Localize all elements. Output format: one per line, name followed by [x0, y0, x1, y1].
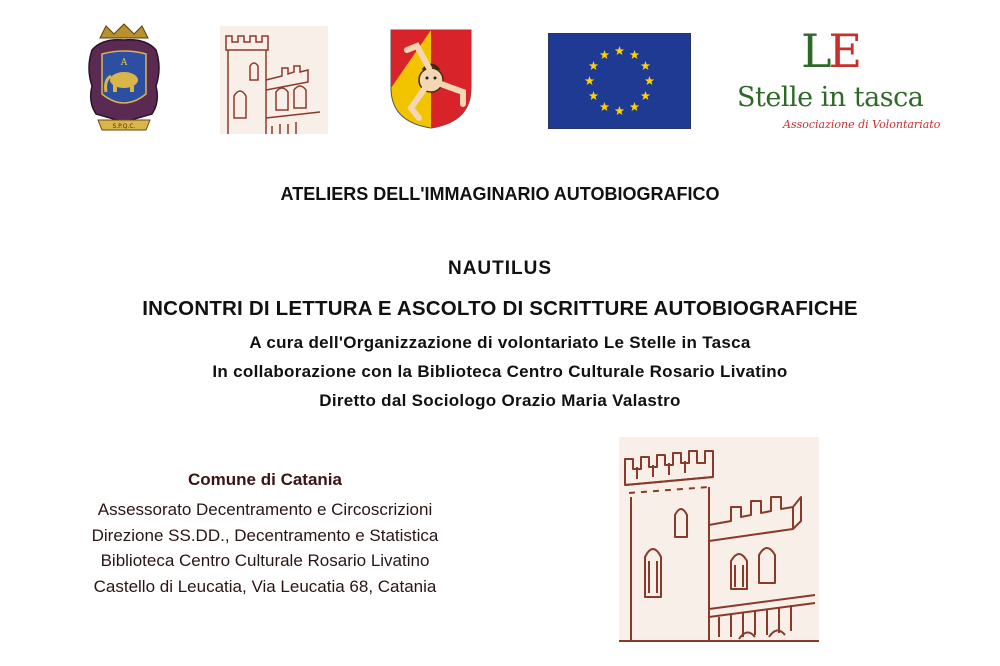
coat-of-arms-letter: A: [120, 58, 128, 68]
ateliers-title: ATELIERS DELL'IMMAGINARIO AUTOBIOGRAFICO: [280, 184, 720, 204]
stelle-subtitle: Associazione di Volontariato: [783, 118, 941, 131]
nautilus-title: NAUTILUS: [447, 258, 553, 279]
incontri-title: INCONTRI DI LETTURA E ASCOLTO DI SCRITTURE AUTOBIOGRAFICHE: [142, 297, 858, 320]
credit-line: Diretto dal Sociologo Orazio Maria Valastro: [319, 391, 681, 410]
comune-line: Direzione SS.DD., Decentramento e Statistica: [91, 525, 439, 545]
credit-line: In collaborazione con la Biblioteca Centro Culturale Rosario Livatino: [212, 362, 788, 381]
comune-line: Assessorato Decentramento e Circoscrizioni: [97, 500, 433, 519]
castle-illustration: [619, 437, 819, 642]
stelle-in-tasca-logo: [735, 24, 940, 134]
comune-line: Castello di Leucatia, Via Leucatia 68, Catania: [93, 576, 437, 596]
stelle-name: Stelle in tasca: [737, 82, 924, 113]
catania-coat-of-arms-logo: [86, 22, 162, 134]
comune-block: [40, 470, 490, 599]
coat-of-arms-banner: S.P.Q.C.: [112, 123, 136, 130]
eu-flag-logo: [548, 33, 691, 129]
comune-title: Comune di Catania: [188, 470, 342, 489]
credit-line: A cura dell'Organizzazione di volontariato Le Stelle in Tasca: [249, 333, 751, 352]
stelle-mark: LE: [801, 24, 860, 78]
comune-line: Biblioteca Centro Culturale Rosario Livatino: [100, 551, 430, 570]
castle-drawing-logo: [220, 26, 328, 134]
sicily-trinacria-logo: [389, 28, 473, 130]
